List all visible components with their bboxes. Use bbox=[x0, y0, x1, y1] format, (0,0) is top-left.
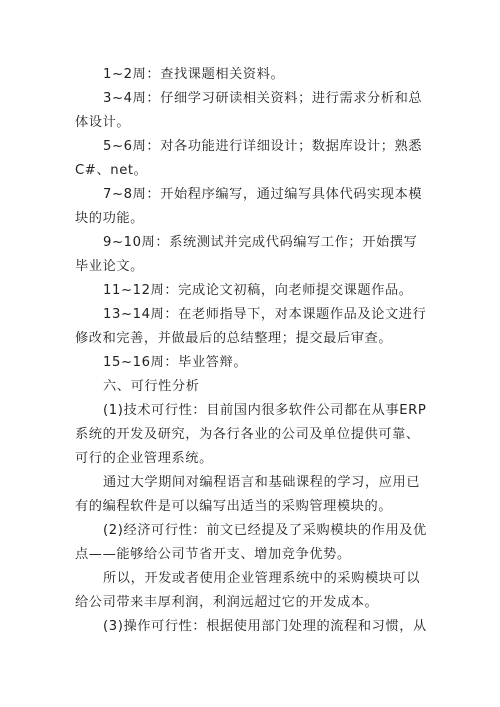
section-heading-feasibility: 六、可行性分析 bbox=[103, 379, 200, 394]
schedule-week-9-10: 9~10周：系统测试并完成代码编写工作；开始撰写毕业论文。 bbox=[75, 235, 418, 274]
schedule-week-7-8: 7~8周：开始程序编写，通过编写具体代码实现本模块的功能。 bbox=[75, 187, 423, 226]
schedule-week-3-4: 3~4周：仔细学习研读相关资料；进行需求分析和总体设计。 bbox=[75, 91, 423, 130]
technical-feasibility: (1)技术可行性：目前国内很多软件公司都在从事ERP系统的开发及研究，为各行各业的公司及单位提供可靠、可行的企业管理系统。 bbox=[75, 403, 427, 466]
schedule-week-13-14: 13~14周：在老师指导下，对本课题作品及论文进行修改和完善，并做最后的总结整理；提交最后审查。 bbox=[75, 307, 427, 346]
schedule-week-15-16: 15~16周：毕业答辩。 bbox=[103, 355, 248, 370]
economic-feasibility-continued: 所以，开发或者使用企业管理系统中的采购模块可以给公司带来丰厚利润，利润远超过它的开发成本。 bbox=[75, 571, 421, 610]
economic-feasibility: (2)经济可行性：前文已经提及了采购模块的作用及优点——能够给公司节省开支、增加竞争优势。 bbox=[75, 523, 427, 562]
operational-feasibility: (3)操作可行性：根据使用部门处理的流程和习惯，从 bbox=[103, 619, 427, 634]
schedule-week-5-6: 5~6周：对各功能进行详细设计；数据库设计；熟悉C#、net。 bbox=[75, 139, 423, 178]
schedule-week-1-2: 1~2周：查找课题相关资料。 bbox=[103, 67, 285, 82]
schedule-week-11-12: 11~12周：完成论文初稿，向老师提交课题作品。 bbox=[103, 283, 413, 298]
technical-feasibility-continued: 通过大学期间对编程语言和基础课程的学习，应用已有的编程软件是可以编写出适当的采购管理模块的。 bbox=[75, 475, 421, 514]
